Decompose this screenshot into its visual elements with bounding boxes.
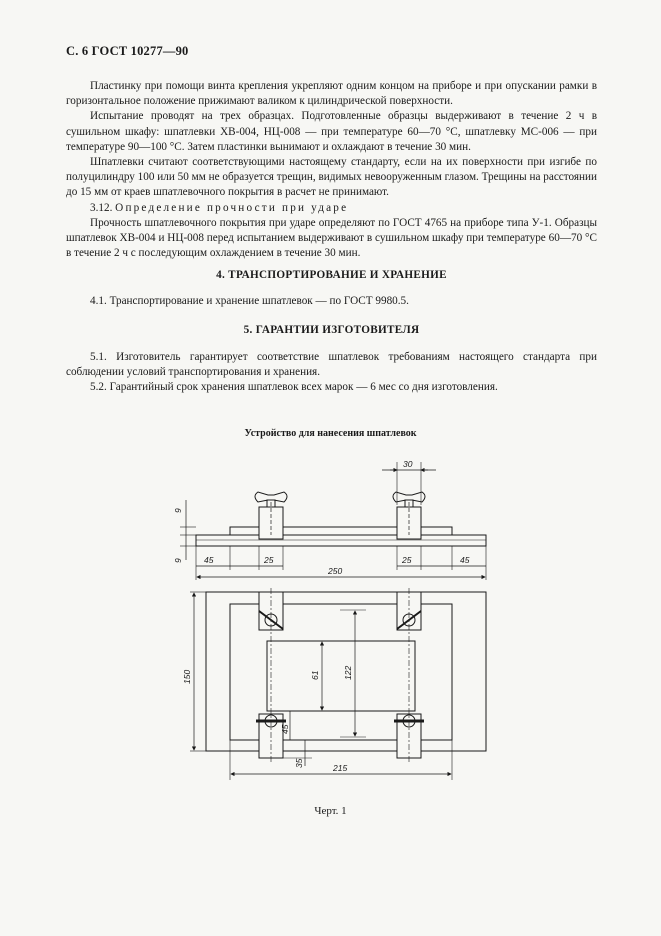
dim-label: 150	[182, 669, 192, 684]
subsection-number: 3.12.	[90, 201, 113, 214]
dim-label: 45	[460, 555, 470, 565]
paragraph: Прочность шпатлевочного покрытия при ударе определяют по ГОСТ 4765 на приборе типа У-1. Образцы шпатлевок ХВ-004 и НЦ-008 перед испытанием выдерживают в сушильном шкафу при температуре 60—70 °С в течение 2 ч с последующим охлаждением в течение 30 мин.	[66, 216, 597, 260]
dim-label: 9	[173, 508, 183, 513]
dim-label: 25	[264, 555, 274, 565]
base-bar	[196, 535, 486, 546]
dim-label: 45	[204, 555, 214, 565]
dim-label: 45	[280, 724, 290, 734]
dim-label: 35	[294, 758, 304, 768]
sample-plate	[267, 641, 415, 711]
dim-label: 122	[343, 665, 353, 680]
paragraph: Испытание проводят на трех образцах. Подготовленные образцы выдерживают в течение 2 ч в сушильном шкафу: шпатлевки ХВ-004, НЦ-008 — при температуре 60—70 °С, шпатлевку МС-006 — при температуре 90—100 °С. Затем пластинки вынимают и охлаждают в течение 30 мин.	[66, 110, 597, 153]
paragraph: 4.1. Транспортирование и хранение шпатлевок — по ГОСТ 9980.5.	[90, 295, 409, 307]
paragraph: Шпатлевки считают соответствующими настоящему стандарту, если на их поверхности при изгибе по полуцилиндру 100 или 50 мм не образуется трещин, видимых невооруженным глазом. Трещины на расстоянии до 15 мм от краев шпатлевочного покрытия в расчет не принимают.	[66, 156, 597, 199]
figure-caption: Черт. 1	[314, 805, 347, 817]
section-5-heading: 5. ГАРАНТИИ ИЗГОТОВИТЕЛЯ	[243, 324, 420, 336]
dim-label: 30	[403, 459, 413, 469]
paragraph: 5.1. Изготовитель гарантирует соответствие шпатлевок требованиям настоящего стандарта при соблюдении условий транспортирования и хранения.	[66, 351, 597, 379]
dim-label: 9	[173, 558, 183, 563]
dim-label: 61	[310, 670, 320, 680]
figure-title: Устройство для нанесения шпатлевок	[244, 428, 417, 439]
page-header: С. 6 ГОСТ 10277—90	[66, 44, 189, 58]
section-4-heading: 4. ТРАНСПОРТИРОВАНИЕ И ХРАНЕНИЕ	[216, 269, 447, 281]
dim-label: 25	[402, 555, 412, 565]
subsection-title: Определение прочности при ударе	[115, 201, 349, 214]
paragraph: Пластинку при помощи винта крепления укрепляют одним концом на приборе и при опускании рамки в горизонтальное положение прижимают валиком к цилиндрической поверхности.	[66, 80, 597, 108]
paragraph: 5.2. Гарантийный срок хранения шпатлевок всех марок — 6 мес со дня изготовления.	[90, 381, 498, 394]
dim-label: 250	[328, 566, 343, 576]
dim-label: 215	[333, 763, 348, 773]
